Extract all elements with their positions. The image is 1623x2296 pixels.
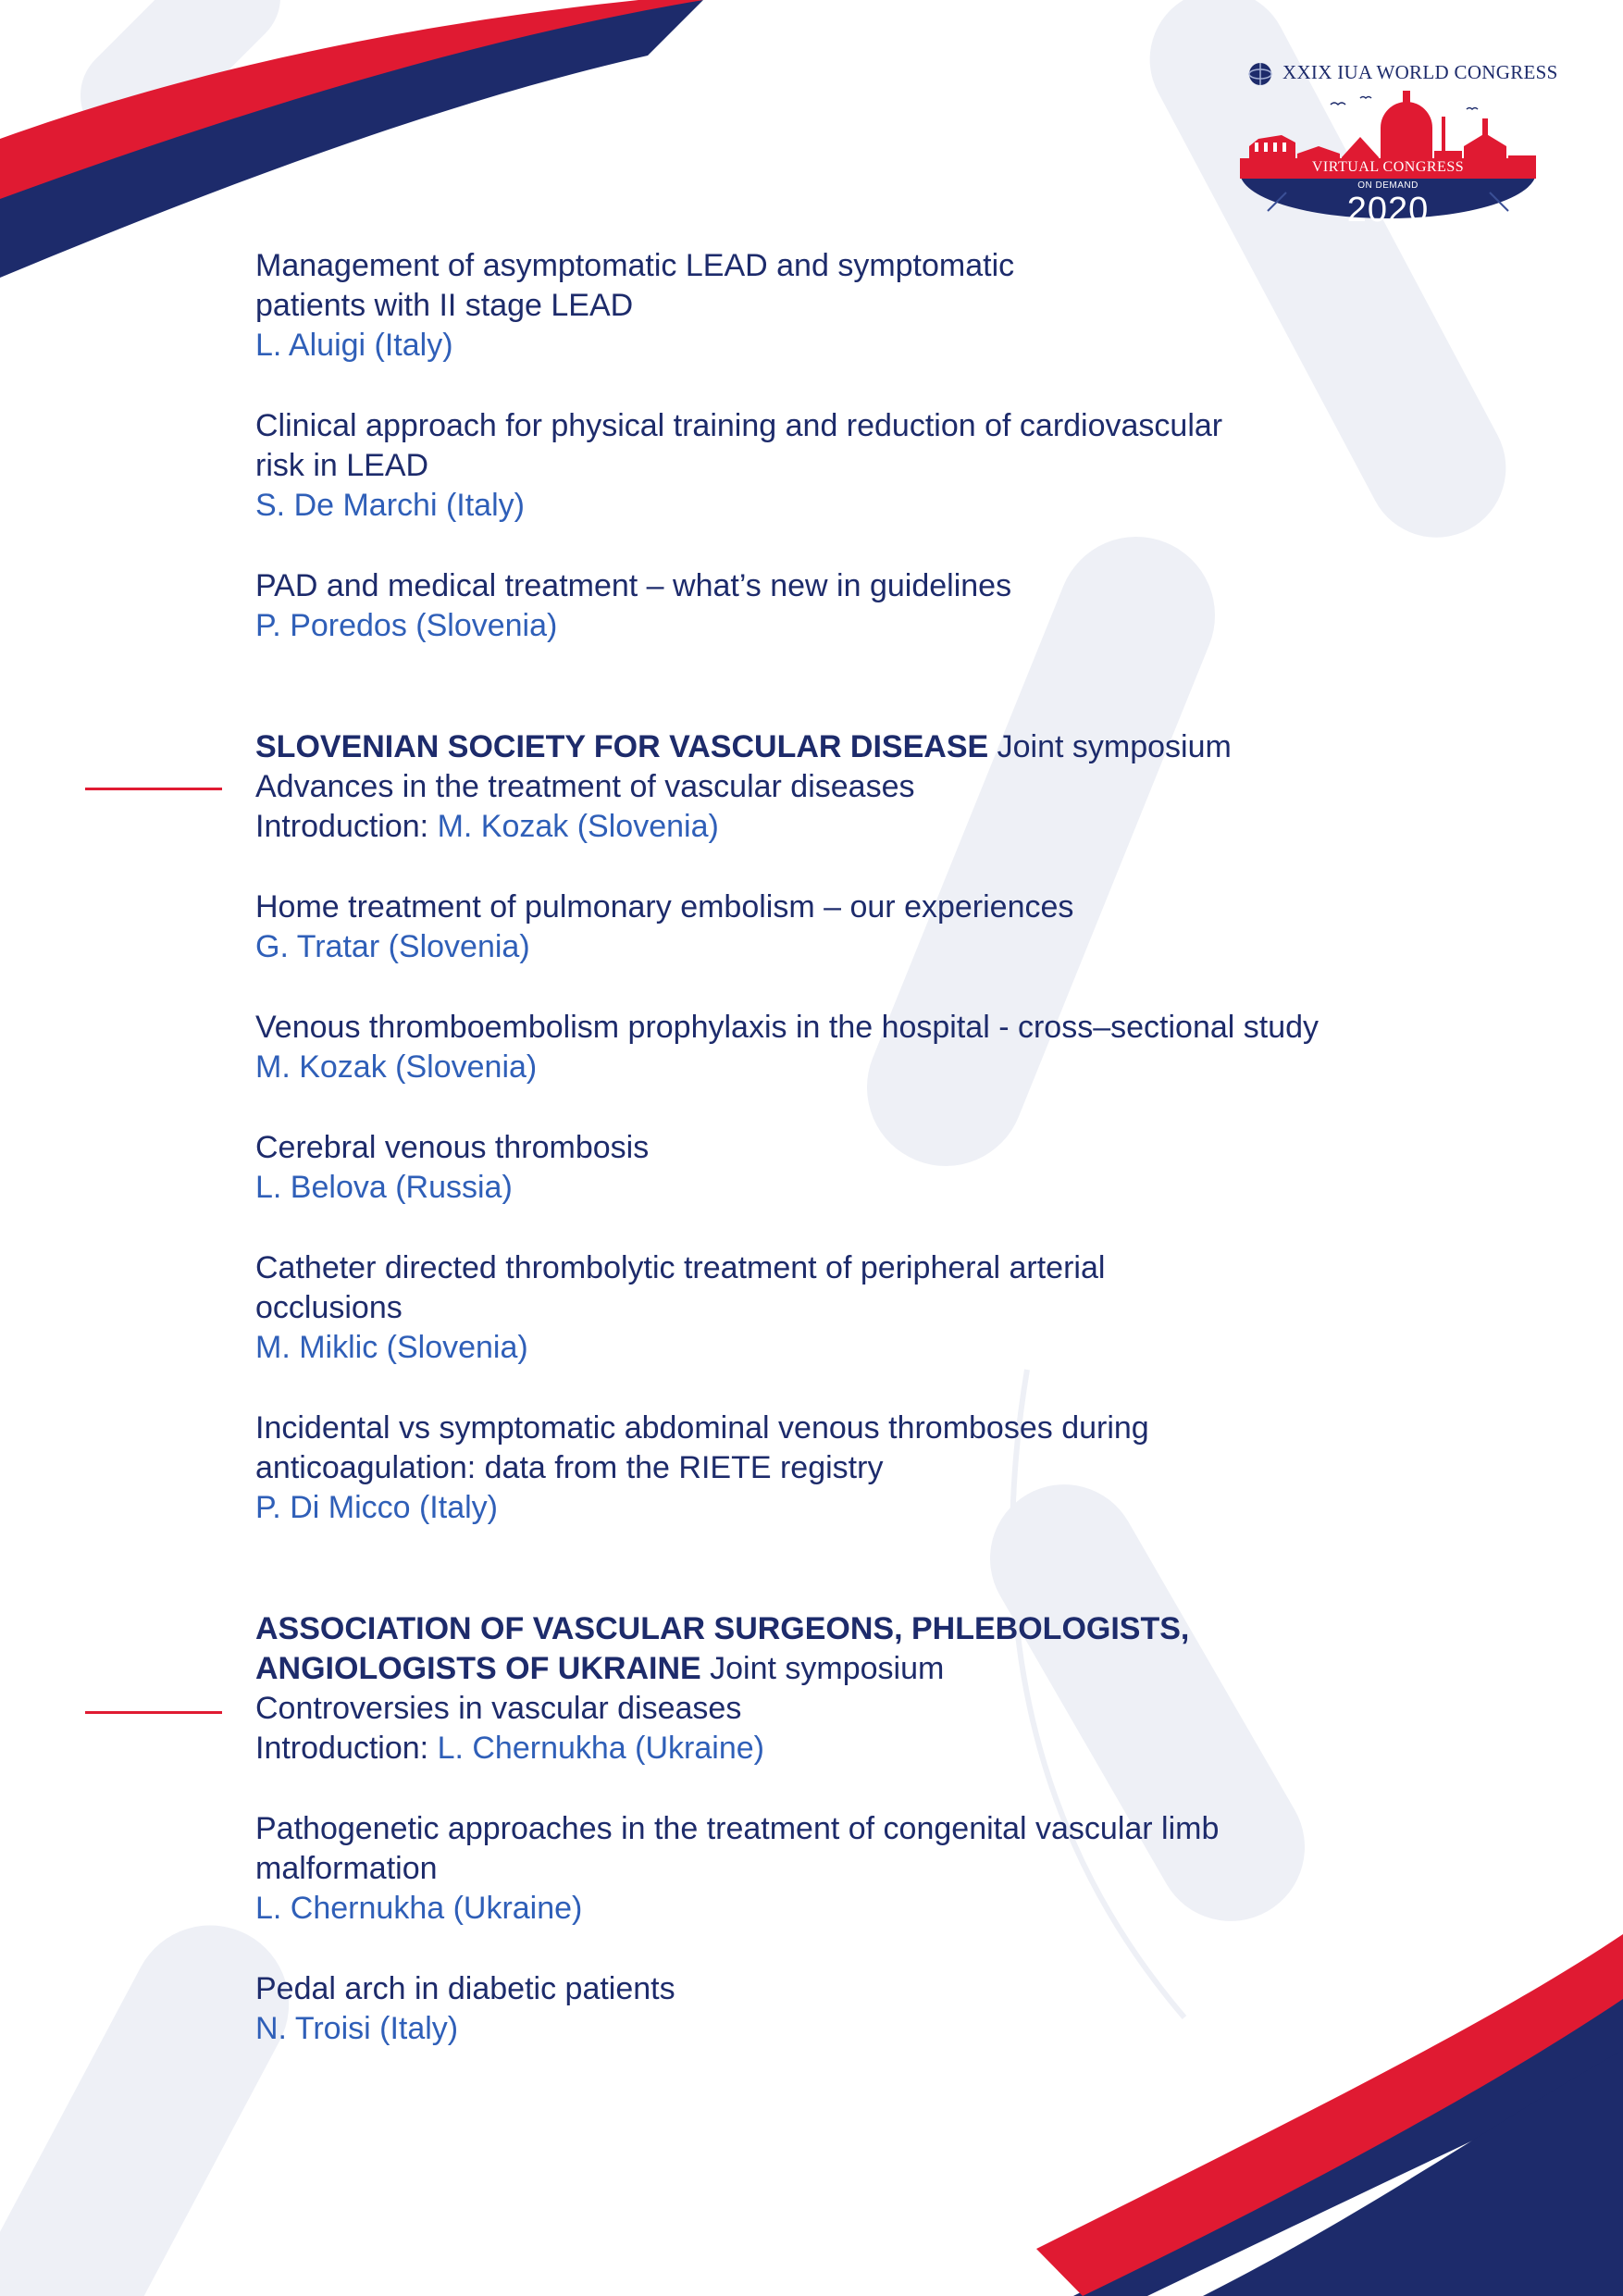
talk-title: Incidental vs symptomatic abdominal venous thromboses during	[255, 1410, 1149, 1446]
talk-speaker: M. Kozak (Slovenia)	[255, 1049, 538, 1085]
symposium-introduction	[255, 1729, 764, 1769]
talk-title: anticoagulation: data from the RIETE registry	[255, 1450, 884, 1485]
logo-title: XXIX IUA WORLD CONGRESS	[1282, 61, 1558, 83]
talk-speaker: S. De Marchi (Italy)	[255, 488, 525, 523]
section-marker	[85, 788, 222, 790]
logo-tagline: ON DEMAND	[1357, 180, 1419, 191]
logo-subtitle: VIRTUAL CONGRESS	[1311, 159, 1465, 175]
logo-year: 2020	[1346, 191, 1430, 230]
talk-title: Pathogenetic approaches in the treatment of congenital vascular limb	[255, 1811, 1220, 1846]
joint-symposium-label: Joint symposium	[997, 729, 1232, 764]
society-name: SLOVENIAN SOCIETY FOR VASCULAR DISEASE	[255, 729, 989, 764]
talk-title: Catheter directed thrombolytic treatment of peripheral arterial	[255, 1250, 1106, 1285]
congress-logo	[1231, 54, 1564, 243]
talk-title: patients with II stage LEAD	[255, 288, 634, 323]
talk-title: Cerebral venous thrombosis	[255, 1130, 650, 1165]
talk-speaker: P. Poredos (Slovenia)	[255, 608, 558, 643]
talk-title: occlusions	[255, 1290, 403, 1325]
talk-title: Management of asymptomatic LEAD and symptomatic	[255, 248, 1015, 283]
society-name: ASSOCIATION OF VASCULAR SURGEONS, PHLEBOLOGISTS,	[255, 1611, 1190, 1646]
talk-title: Home treatment of pulmonary embolism – our experiences	[255, 889, 1074, 925]
talk-title: Clinical approach for physical training and reduction of cardiovascular	[255, 408, 1223, 443]
globe-icon	[1249, 63, 1271, 85]
talk-speaker: G. Tratar (Slovenia)	[255, 929, 530, 964]
society-name: ANGIOLOGISTS OF UKRAINE	[255, 1651, 701, 1686]
section-marker	[85, 1711, 222, 1714]
talk-speaker: P. Di Micco (Italy)	[255, 1490, 498, 1525]
symposium-heading	[255, 1649, 944, 1690]
symposium-heading	[255, 727, 1232, 768]
intro-speaker: M. Kozak (Slovenia)	[437, 809, 719, 844]
intro-speaker: L. Chernukha (Ukraine)	[437, 1731, 764, 1766]
talk-title: PAD and medical treatment – what’s new in guidelines	[255, 568, 1012, 603]
talk-title: Venous thromboembolism prophylaxis in the hospital - cross–sectional study	[255, 1010, 1319, 1045]
intro-label: Introduction:	[255, 809, 429, 844]
talk-speaker: L. Aluigi (Italy)	[255, 328, 453, 363]
talk-title: Pedal arch in diabetic patients	[255, 1971, 675, 2006]
talk-speaker: M. Miklic (Slovenia)	[255, 1330, 528, 1365]
talk-speaker: L. Belova (Russia)	[255, 1170, 513, 1205]
talk-title: malformation	[255, 1851, 438, 1886]
intro-label: Introduction:	[255, 1731, 429, 1766]
symposium-subtitle: Advances in the treatment of vascular diseases	[255, 769, 915, 804]
symposium-introduction	[255, 807, 719, 848]
symposium-subtitle: Controversies in vascular diseases	[255, 1691, 742, 1726]
talk-speaker: L. Chernukha (Ukraine)	[255, 1891, 583, 1926]
talk-title: risk in LEAD	[255, 448, 429, 483]
talk-speaker: N. Troisi (Italy)	[255, 2011, 459, 2046]
joint-symposium-label: Joint symposium	[710, 1651, 945, 1686]
